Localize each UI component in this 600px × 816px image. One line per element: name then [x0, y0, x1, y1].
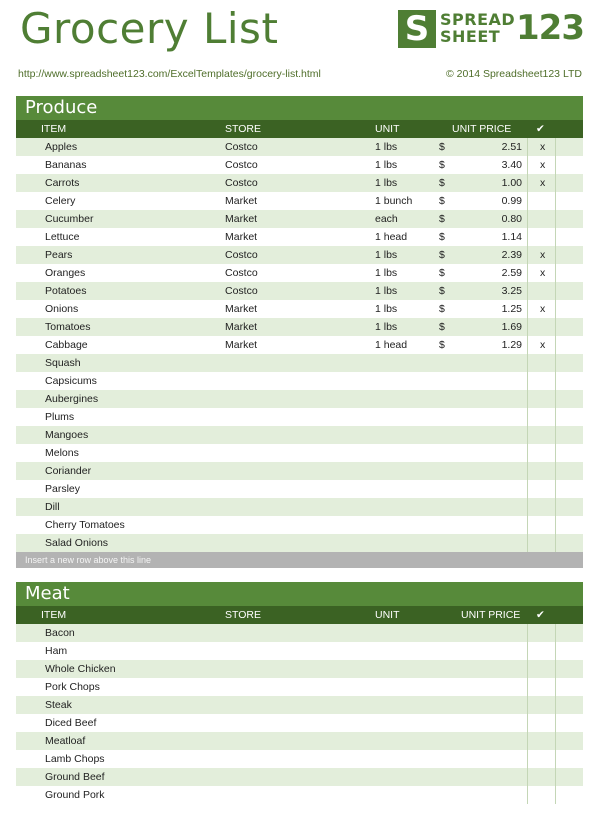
column-divider [555, 300, 556, 318]
column-divider [555, 498, 556, 516]
item-cell[interactable]: Pears [45, 249, 73, 261]
store-cell[interactable]: Costco [225, 159, 258, 171]
column-divider [527, 210, 528, 228]
column-divider [527, 336, 528, 354]
column-divider [555, 372, 556, 390]
unit-cell[interactable]: 1 lbs [375, 141, 398, 153]
column-header-check-icon[interactable]: ✔ [536, 609, 545, 621]
column-divider [555, 228, 556, 246]
table-row[interactable] [16, 390, 583, 408]
table-row[interactable] [16, 138, 583, 156]
template-url-link[interactable]: http://www.spreadsheet123.com/ExcelTemplates/grocery-list.html [18, 68, 321, 80]
currency-symbol[interactable]: $ [439, 267, 445, 279]
column-divider [555, 318, 556, 336]
column-divider [527, 246, 528, 264]
logo-mark: S [398, 10, 436, 48]
column-divider [555, 678, 556, 696]
column-divider [555, 210, 556, 228]
item-cell[interactable]: Cherry Tomatoes [45, 519, 125, 531]
column-divider [555, 516, 556, 534]
table-row[interactable] [16, 426, 583, 444]
table-row[interactable] [16, 300, 583, 318]
table-row[interactable] [16, 624, 583, 642]
table-row[interactable] [16, 282, 583, 300]
unit-cell[interactable]: 1 head [375, 339, 408, 351]
purchased-mark[interactable]: x [540, 249, 546, 261]
unit-cell[interactable]: 1 lbs [375, 159, 398, 171]
column-divider [527, 534, 528, 552]
currency-symbol[interactable]: $ [439, 285, 445, 297]
column-divider [527, 174, 528, 192]
item-cell[interactable]: Tomatoes [45, 321, 91, 333]
item-cell[interactable]: Steak [45, 699, 72, 711]
store-cell[interactable]: Market [225, 231, 258, 243]
table-row[interactable] [16, 678, 583, 696]
unit-price-cell[interactable]: 1.14 [501, 231, 522, 243]
table-row[interactable] [16, 354, 583, 372]
column-divider [555, 264, 556, 282]
table-row[interactable] [16, 156, 583, 174]
logo-words [440, 11, 515, 45]
unit-price-cell[interactable]: 2.39 [501, 249, 522, 261]
column-divider [527, 714, 528, 732]
table-row[interactable] [16, 516, 583, 534]
item-cell[interactable]: Lamb Chops [45, 753, 105, 765]
table-row[interactable] [16, 192, 583, 210]
item-cell[interactable]: Carrots [45, 177, 80, 189]
item-cell[interactable]: Cucumber [45, 213, 94, 225]
table-row[interactable] [16, 210, 583, 228]
unit-price-cell[interactable]: 1.69 [501, 321, 522, 333]
store-cell[interactable]: Costco [225, 141, 258, 153]
column-divider [555, 408, 556, 426]
currency-symbol[interactable]: $ [439, 303, 445, 315]
column-header-store[interactable]: STORE [225, 609, 261, 621]
logo-word-sheet: SHEET [440, 27, 501, 46]
item-cell[interactable]: Whole Chicken [45, 663, 116, 675]
currency-symbol[interactable]: $ [439, 213, 445, 225]
table-row[interactable] [16, 732, 583, 750]
table-row[interactable] [16, 786, 583, 804]
column-divider [527, 768, 528, 786]
purchased-mark[interactable]: x [540, 177, 546, 189]
column-divider [555, 390, 556, 408]
store-cell[interactable]: Costco [225, 249, 258, 261]
column-divider [527, 750, 528, 768]
table-row[interactable] [16, 534, 583, 552]
column-divider [555, 768, 556, 786]
unit-price-cell[interactable]: 3.40 [501, 159, 522, 171]
table-row[interactable] [16, 696, 583, 714]
produce-section [16, 96, 583, 568]
item-cell[interactable]: Squash [45, 357, 81, 369]
column-divider [555, 732, 556, 750]
currency-symbol[interactable]: $ [439, 231, 445, 243]
unit-price-cell[interactable]: 0.80 [501, 213, 522, 225]
logo-word-spread: SPREAD [440, 10, 516, 29]
item-cell[interactable]: Bananas [45, 159, 87, 171]
column-divider [527, 264, 528, 282]
item-cell[interactable]: Plums [45, 411, 75, 423]
column-divider [555, 750, 556, 768]
table-row[interactable] [16, 498, 583, 516]
column-divider [527, 678, 528, 696]
column-header-store[interactable]: STORE [225, 123, 261, 135]
column-divider [555, 138, 556, 156]
column-divider [555, 624, 556, 642]
unit-cell[interactable]: 1 bunch [375, 195, 413, 207]
column-header-item[interactable]: ITEM [41, 609, 67, 621]
store-cell[interactable]: Market [225, 339, 258, 351]
item-cell[interactable]: Capsicums [45, 375, 97, 387]
currency-symbol[interactable]: $ [439, 141, 445, 153]
copyright-text: © 2014 Spreadsheet123 LTD [446, 68, 582, 80]
table-row[interactable] [16, 660, 583, 678]
column-divider [555, 462, 556, 480]
column-divider [555, 192, 556, 210]
table-row[interactable] [16, 228, 583, 246]
item-cell[interactable]: Parsley [45, 483, 81, 495]
unit-price-cell[interactable]: 0.99 [501, 195, 522, 207]
column-divider [527, 354, 528, 372]
column-divider [555, 156, 556, 174]
column-header-unit-price[interactable]: UNIT PRICE [461, 609, 521, 621]
table-row[interactable] [16, 318, 583, 336]
store-cell[interactable]: Market [225, 195, 258, 207]
section-title: Produce [16, 96, 583, 120]
unit-price-cell[interactable]: 2.51 [501, 141, 522, 153]
item-cell[interactable]: Aubergines [45, 393, 99, 405]
unit-cell[interactable]: 1 lbs [375, 321, 398, 333]
item-cell[interactable]: Celery [45, 195, 76, 207]
column-divider [555, 786, 556, 804]
currency-symbol[interactable]: $ [439, 195, 445, 207]
item-cell[interactable]: Lettuce [45, 231, 80, 243]
store-cell[interactable]: Market [225, 303, 258, 315]
item-cell[interactable]: Dill [45, 501, 60, 513]
unit-cell[interactable]: 1 lbs [375, 303, 398, 315]
table-row[interactable] [16, 444, 583, 462]
page-title: Grocery List [20, 4, 279, 53]
column-divider [527, 426, 528, 444]
column-header-unit[interactable]: UNIT [375, 123, 400, 135]
column-divider [527, 282, 528, 300]
item-cell[interactable]: Diced Beef [45, 717, 97, 729]
item-cell[interactable]: Onions [45, 303, 79, 315]
column-divider [555, 696, 556, 714]
purchased-mark[interactable]: x [540, 267, 546, 279]
table-row[interactable] [16, 246, 583, 264]
column-divider [527, 318, 528, 336]
purchased-mark[interactable]: x [540, 339, 546, 351]
column-divider [555, 246, 556, 264]
logo-number: 123 [516, 8, 584, 48]
unit-cell[interactable]: 1 lbs [375, 249, 398, 261]
column-header-row [16, 606, 583, 624]
column-header-unit[interactable]: UNIT [375, 609, 400, 621]
unit-cell[interactable]: 1 lbs [375, 267, 398, 279]
item-cell[interactable]: Mangoes [45, 429, 89, 441]
insert-row-hint: Insert a new row above this line [16, 552, 583, 568]
table-row[interactable] [16, 336, 583, 354]
column-divider [527, 498, 528, 516]
purchased-mark[interactable]: x [540, 303, 546, 315]
column-divider [555, 354, 556, 372]
item-cell[interactable]: Potatoes [45, 285, 87, 297]
purchased-mark[interactable]: x [540, 141, 546, 153]
store-cell[interactable]: Costco [225, 285, 258, 297]
unit-cell[interactable]: 1 lbs [375, 285, 398, 297]
table-row[interactable] [16, 642, 583, 660]
column-divider [527, 516, 528, 534]
store-cell[interactable]: Market [225, 213, 258, 225]
column-divider [527, 696, 528, 714]
store-cell[interactable]: Costco [225, 267, 258, 279]
column-divider [527, 732, 528, 750]
column-divider [527, 408, 528, 426]
column-divider [555, 174, 556, 192]
column-divider [527, 642, 528, 660]
column-divider [555, 282, 556, 300]
column-divider [555, 642, 556, 660]
column-divider [527, 390, 528, 408]
store-cell[interactable]: Market [225, 321, 258, 333]
item-cell[interactable]: Ground Pork [45, 789, 105, 801]
column-divider [527, 462, 528, 480]
unit-price-cell[interactable]: 3.25 [501, 285, 522, 297]
column-divider [527, 372, 528, 390]
item-cell[interactable]: Oranges [45, 267, 86, 279]
meat-rows [16, 624, 583, 804]
column-divider [555, 714, 556, 732]
table-row[interactable] [16, 462, 583, 480]
item-cell[interactable]: Melons [45, 447, 79, 459]
column-divider [555, 444, 556, 462]
meat-section [16, 582, 583, 804]
currency-symbol[interactable]: $ [439, 159, 445, 171]
table-row[interactable] [16, 408, 583, 426]
item-cell[interactable]: Apples [45, 141, 78, 153]
column-divider [527, 300, 528, 318]
column-divider [527, 156, 528, 174]
column-divider [555, 660, 556, 678]
unit-price-cell[interactable]: 1.00 [501, 177, 522, 189]
column-divider [527, 660, 528, 678]
table-row[interactable] [16, 372, 583, 390]
table-row[interactable] [16, 750, 583, 768]
item-cell[interactable]: Salad Onions [45, 537, 109, 549]
item-cell[interactable]: Ground Beef [45, 771, 105, 783]
column-header-row [16, 120, 583, 138]
item-cell[interactable]: Bacon [45, 627, 75, 639]
column-divider [527, 138, 528, 156]
unit-cell[interactable]: 1 head [375, 231, 408, 243]
unit-cell[interactable]: 1 lbs [375, 177, 398, 189]
table-row[interactable] [16, 264, 583, 282]
store-cell[interactable]: Costco [225, 177, 258, 189]
column-divider [555, 534, 556, 552]
column-divider [527, 786, 528, 804]
unit-cell[interactable]: each [375, 213, 398, 225]
item-cell[interactable]: Pork Chops [45, 681, 100, 693]
column-divider [527, 192, 528, 210]
spreadsheet123-logo[interactable] [398, 10, 582, 48]
section-title: Meat [16, 582, 583, 606]
column-divider [527, 444, 528, 462]
produce-rows [16, 138, 583, 552]
column-header-check-icon[interactable]: ✔ [536, 123, 545, 135]
column-divider [555, 480, 556, 498]
currency-symbol[interactable]: $ [439, 321, 445, 333]
unit-price-cell[interactable]: 1.25 [501, 303, 522, 315]
table-row[interactable] [16, 480, 583, 498]
currency-symbol[interactable]: $ [439, 177, 445, 189]
column-divider [527, 480, 528, 498]
currency-symbol[interactable]: $ [439, 339, 445, 351]
table-row[interactable] [16, 768, 583, 786]
item-cell[interactable]: Cabbage [45, 339, 88, 351]
table-row[interactable] [16, 174, 583, 192]
column-divider [527, 624, 528, 642]
column-header-unit-price[interactable]: UNIT PRICE [452, 123, 512, 135]
column-divider [555, 336, 556, 354]
unit-price-cell[interactable]: 1.29 [501, 339, 522, 351]
column-divider [555, 426, 556, 444]
purchased-mark[interactable]: x [540, 159, 546, 171]
column-divider [527, 228, 528, 246]
unit-price-cell[interactable]: 2.59 [501, 267, 522, 279]
item-cell[interactable]: Ham [45, 645, 68, 657]
item-cell[interactable]: Meatloaf [45, 735, 86, 747]
currency-symbol[interactable]: $ [439, 249, 445, 261]
table-row[interactable] [16, 714, 583, 732]
column-header-item[interactable]: ITEM [41, 123, 67, 135]
item-cell[interactable]: Coriander [45, 465, 92, 477]
